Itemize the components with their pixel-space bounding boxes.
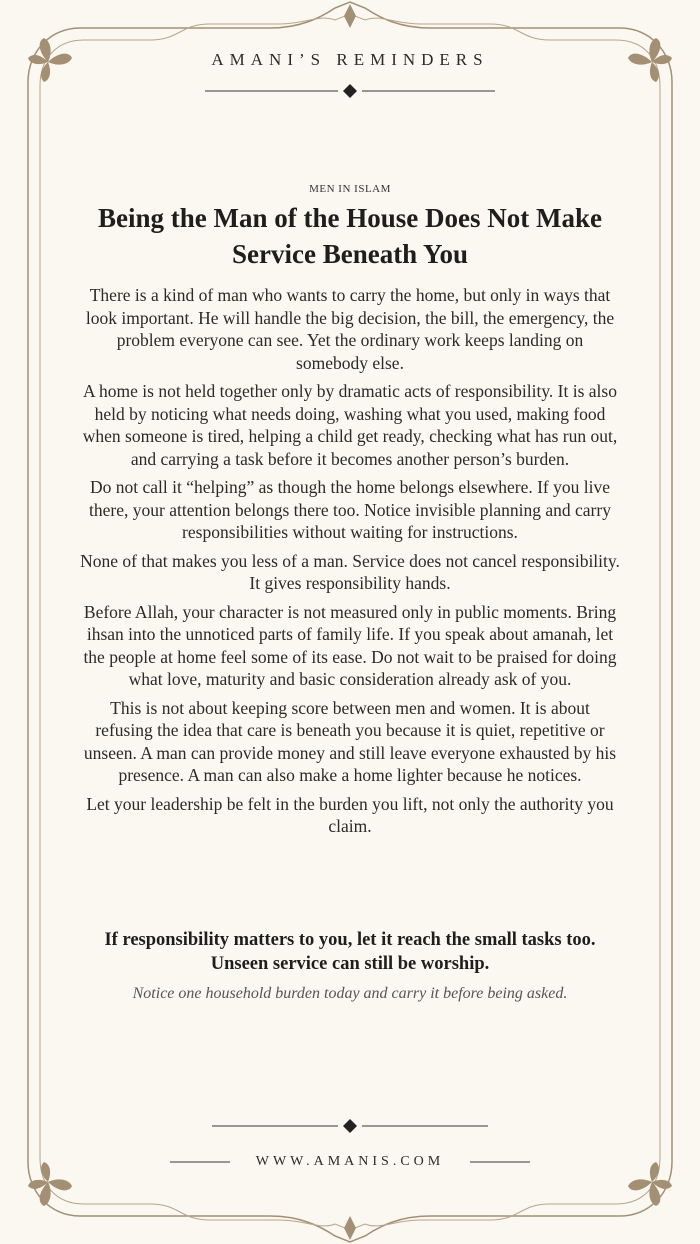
closing-statement: If responsibility matters to you, let it reach the small tasks too. Unseen service can still be worship. <box>104 930 596 974</box>
paragraph: Let your leadership be felt in the burden you lift, not only the authority you claim. <box>86 793 614 836</box>
footer-divider <box>212 1119 488 1133</box>
bottom-ornament-icon <box>344 1216 356 1240</box>
paragraph: A home is not held together only by dramatic acts of responsibility. It is also held by noticing what needs doing, washing what you used, making food when someone is tired, helping a child get ready, checking what has run out, and carrying a task before it becomes another person’s burden. <box>82 381 618 469</box>
action-prompt: Notice one household burden today and carry it before being asked. <box>132 985 568 1002</box>
paragraph: This is not about keeping score between men and women. It is about refusing the idea that care is beneath you because it is quiet, repetitive or unseen. A man can provide money and still leave everyone exhausted by his presence. A man can also make a home lighter because he notices. <box>83 697 617 785</box>
article-body <box>80 284 620 844</box>
paragraph: Do not call it “helping” as though the home belongs elsewhere. If you live there, your attention belongs there too. Notice invisible planning and carry responsibilities without waiting for instructions. <box>89 477 611 542</box>
article-title: Being the Man of the House Does Not Make Service Beneath You <box>98 203 602 269</box>
category-label: MEN IN ISLAM <box>309 183 391 195</box>
top-ornament-icon <box>344 4 356 28</box>
paragraph: Before Allah, your character is not measured only in public moments. Bring ihsan into the unnoticed parts of family life. If you speak about amanah, let the people at home feel some of its ease. Do not wait to be praised for doing what love, maturity and basic consideration already ask of you. <box>83 601 617 689</box>
header-divider <box>205 84 495 98</box>
brand-title: AMANI’S REMINDERS <box>211 50 489 69</box>
paragraph: None of that makes you less of a man. Service does not cancel responsibility. It gives responsibility hands. <box>80 550 620 593</box>
paragraph: There is a kind of man who wants to carry the home, but only in ways that look important. He will handle the big decision, the bill, the emergency, the problem everyone can see. Yet the ordinary work keeps landing on somebody else. <box>85 285 615 373</box>
website-url[interactable]: WWW.AMANIS.COM <box>255 1154 445 1169</box>
